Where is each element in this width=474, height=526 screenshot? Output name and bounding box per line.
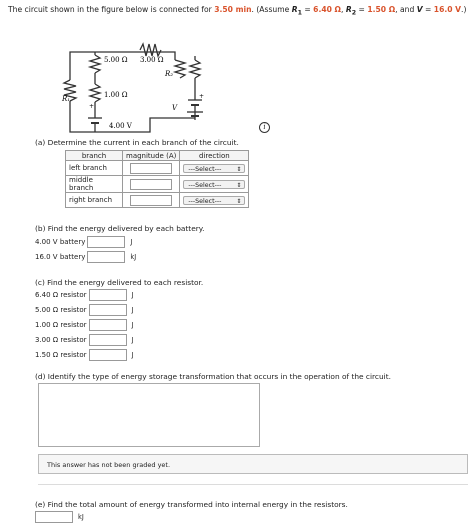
resistor-5-00-input[interactable] — [89, 304, 127, 316]
part-e-question: (e) Find the total amount of energy transformed into internal energy in the resistors. — [35, 500, 348, 509]
right-branch-magnitude-input[interactable] — [130, 195, 172, 206]
battery-right-label: V — [172, 104, 178, 112]
table-row — [66, 161, 249, 176]
r2-label: R₂ — [165, 70, 174, 78]
time-value: 3.50 min — [214, 5, 252, 14]
one-ohm-label: 1.00 Ω — [104, 91, 128, 99]
info-icon[interactable]: i — [259, 122, 270, 133]
chevron-updown-icon: ⇕ — [236, 197, 242, 205]
r1-value: 6.40 Ω — [313, 5, 342, 14]
part-b-question: (b) Find the energy delivered by each battery. — [35, 224, 205, 233]
part-c-question: (c) Find the energy delivered to each resistor. — [35, 278, 204, 287]
five-ohm-resistor — [90, 55, 100, 73]
header-direction: direction — [180, 151, 249, 161]
part-d-answer-textarea[interactable] — [38, 383, 260, 447]
branch-label: right branch — [66, 193, 123, 208]
resistor-row: 1.50 Ω resistor J — [35, 351, 134, 359]
resistor-row: 1.00 Ω resistor J — [35, 321, 134, 329]
top-resistor — [140, 44, 161, 56]
left-branch-direction-select[interactable]: ---Select--- ⇕ — [183, 164, 245, 173]
battery-4v-row: 4.00 V battery J — [35, 238, 133, 246]
circuit-figure — [0, 0, 474, 150]
part-d-question: (d) Identify the type of energy storage transformation that occurs in the operation of the circuit. — [35, 372, 391, 381]
r2-resistor — [175, 60, 185, 78]
resistor-1-00-input[interactable] — [89, 319, 127, 331]
resistor-row: 3.00 Ω resistor J — [35, 336, 134, 344]
branch-table — [65, 150, 249, 208]
chevron-updown-icon: ⇕ — [236, 181, 242, 189]
branch-label: left branch — [66, 161, 123, 176]
resistor-3-00-input[interactable] — [89, 334, 127, 346]
middle-branch-magnitude-input[interactable] — [130, 179, 172, 190]
one-ohm-resistor — [90, 84, 100, 102]
battery-4v-energy-input[interactable] — [87, 236, 125, 248]
branch-label: middle branch — [66, 176, 123, 193]
battery-16v-row: 16.0 V battery kJ — [35, 253, 137, 261]
plus-right: + — [199, 93, 205, 100]
r1-label: R₁ — [62, 95, 71, 103]
table-row — [66, 193, 249, 208]
header-magnitude: magnitude (A) — [123, 151, 180, 161]
divider — [38, 484, 468, 485]
right-branch-direction-select[interactable]: ---Select--- ⇕ — [183, 196, 245, 205]
chevron-updown-icon: ⇕ — [236, 165, 242, 173]
right-resistor — [190, 60, 200, 78]
five-ohm-label: 5.00 Ω — [104, 56, 128, 64]
battery-16v-energy-input[interactable] — [87, 251, 125, 263]
battery-left-label: 4.00 V — [109, 122, 132, 130]
left-branch-magnitude-input[interactable] — [130, 163, 172, 174]
voltage-value: 16.0 V — [433, 5, 462, 14]
middle-branch-direction-select[interactable]: ---Select--- ⇕ — [183, 180, 245, 189]
header-branch: branch — [66, 151, 123, 161]
table-row — [66, 176, 249, 193]
resistor-6-40-input[interactable] — [89, 289, 127, 301]
r2-value: 1.50 Ω — [367, 5, 396, 14]
total-internal-energy-input[interactable] — [35, 511, 73, 523]
three-ohm-label: 3.00 Ω — [140, 56, 164, 64]
resistor-row: 5.00 Ω resistor J — [35, 306, 134, 314]
resistor-row: 6.40 Ω resistor J — [35, 291, 134, 299]
problem-statement: The circuit shown in the figure below is connected for 3.50 min. (Assume $R_1 = 6.40$ Ω, $R_2 = 1.50$ Ω, and V = 16.0 V.) — [8, 5, 467, 17]
graded-note: This answer has not been graded yet. — [38, 454, 468, 474]
part-a-question: (a) Determine the current in each branch of the circuit. — [35, 138, 239, 147]
part-e-row: kJ — [35, 511, 84, 523]
plus-left: + — [89, 103, 95, 110]
resistor-1-50-input[interactable] — [89, 349, 127, 361]
